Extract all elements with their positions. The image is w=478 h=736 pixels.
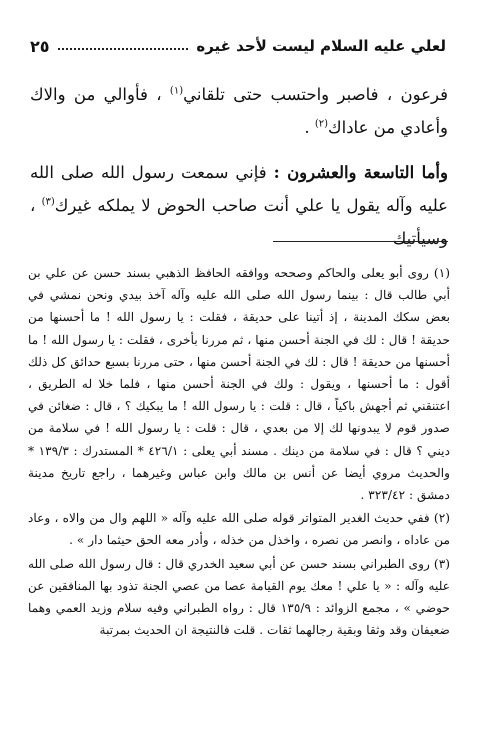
para1-end: . [304, 118, 315, 137]
footnote-ref: (٢) [314, 118, 329, 130]
para2-end: ، وسيأتيك [30, 196, 448, 248]
main-text [30, 78, 448, 255]
para1-text: فرعون ، فاصبر واحتسب حتى تلقاني [183, 85, 448, 104]
para1-continuation: ، فأوالي من والاك وأعادي من عاداك [30, 85, 448, 137]
header-dotted-leader [58, 48, 189, 50]
footnote: (٢) ففي حديث الغدير المتواتر قوله صلى الله عليه وآله « اللهم وال من والاه ، وعاد من عاداه ، وانصر من نصره ، واخذل من خذله ، وأدر معه الحق حيثما دار » . [28, 511, 450, 548]
footnotes [28, 262, 450, 642]
footnote-ref: (١) [169, 85, 184, 97]
running-title: لعلي عليه السلام ليست لأحد غيره [196, 37, 446, 55]
footnote-ref: (٣) [41, 196, 55, 208]
page-number: ٢٥ [30, 36, 50, 56]
main-paragraph [30, 78, 448, 144]
running-header [30, 34, 446, 58]
footnote: (١) روى أبو يعلى والحاكم وصححه ووافقه الحافظ الذهبي بسند حسن عن علي بن أبي طالب قال : بينما رسول الله صلى الله عليه وآله آخذ بيدي ونحن نمشي في بعض سكك المدينة ، إذ أتينا على حديقة ، فقلت : يا رسول الله ! ما أحسنها من حديقة ! قال : لك في الجنة أحسن منها ، ثم مررنا بأخرى ، فقلت : يا رسول الله ! ما أحسنها من حديقة ! قال : لك في الجنة أحسن منها ، حتى مررنا بسبع حدائق كل ذلك أقول : ما أحسنها ، ويقول : ولك في الجنة أحسن منها ، فلما خلا له الطريق ، اعتنقني ثم أجهش باكياً ، قال : قلت : يا رسول الله ! ما يبكيك ؟ ، قال : ضغائن في صدور قوم لا يبدونها لك إلا من بعدي ، قال : قلت : يا رسول الله ! في سلامة من ديني ؟ قال : في سلامة من دينك . مسند أبي يعلى : ٤٢٦/١ * المستدرك : ١٣٩/٣ * والحديث مروي أيضا عن أنس بن مالك وابن عباس وغيرهما ، راجع تاريخ مدينة دمشق : ٣٢٣/٤٢ . [28, 266, 450, 503]
footnote: (٣) روى الطبراني بسند حسن عن أبي سعيد الخدري قال : قال رسول الله صلى الله عليه وآله : « يا علي ! معك يوم القيامة عصا من عصي الجنة تذود بها المنافقين عن حوضي » ، مجمع الزوائد : ١٣٥/٩ قال : رواه الطبراني وفيه سلام وزيد العمي وهما ضعيفان وقد وثقا وبقية رجالهما ثقات . قلت فالنتيجة ان الحديث بمرتبة [28, 556, 450, 638]
para2-text: فإني سمعت رسول الله صلى الله عليه وآله يقول يا علي أنت صاحب الحوض لا يملكه غيرك [30, 163, 449, 215]
footnote-separator [273, 241, 448, 242]
section-heading: وأما التاسعة والعشرون : [273, 163, 448, 182]
